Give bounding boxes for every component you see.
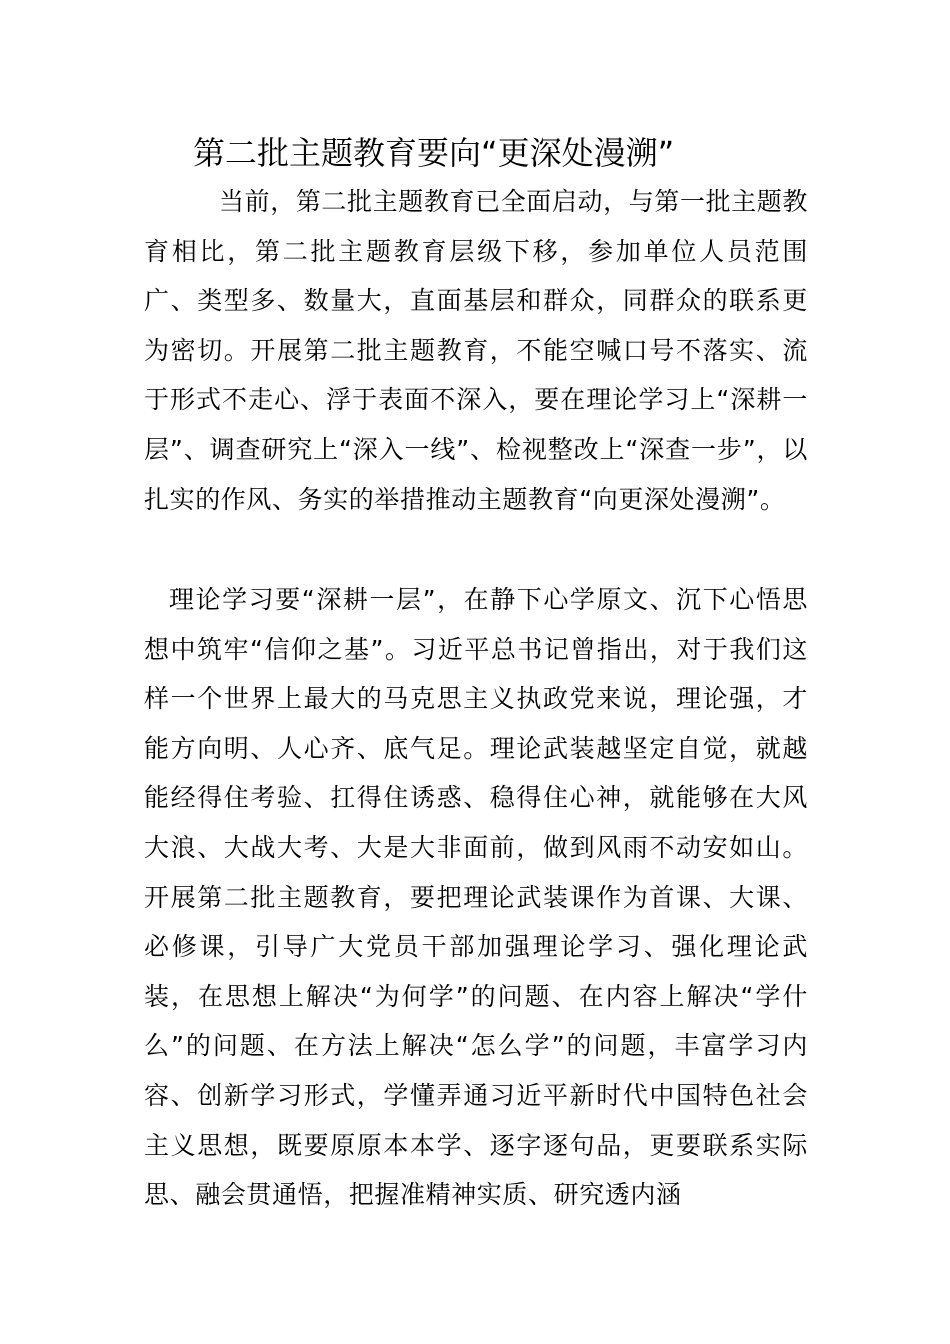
paragraph-1: 当前，第二批主题教育已全面启动，与第一批主题教育相比，第二批主题教育层级下移，参加单位人员范围广、类型多、数量大，直面基层和群众，同群众的联系更为密切。开展第二批主题教育，不能空喊口号不落实、流于形式不走心、浮于表面不深入，要在理论学习上“深耕一层”、调查研究上“深入一线”、检视整改上“深查一步”，以扎实的作风、务实的举措推动主题教育“向更深处漫溯”。 <box>144 187 808 514</box>
paragraph-2: 理论学习要“深耕一层”，在静下心学原文、沉下心悟思想中筑牢“信仰之基”。习近平总书记曾指出，对于我们这样一个世界上最大的马克思主义执政党来说，理论强，才能方向明、人心齐、底气足。理论武装越坚定自觉，就越能经得住考验、扛得住诱惑、稳得住心神，就能够在大风大浪、大战大考、大是大非面前，做到风雨不动安如山。开展第二批主题教育，要把理论武装课作为首课、大课、必修课，引导广大党员干部加强理论学习、强化理论武装，在思想上解决“为何学”的问题、在内容上解决“学什么”的问题、在方法上解决“怎么学”的问题，丰富学习内容、创新学习形式，学懂弄通习近平新时代中国特色社会主义思想，既要原原本本学、逐字逐句品，更要联系实际思、融会贯通悟，把握准精神实质、研究透内涵 <box>144 585 808 1210</box>
document-title: 第二批主题教育要向“更深处漫溯” <box>193 134 675 172</box>
